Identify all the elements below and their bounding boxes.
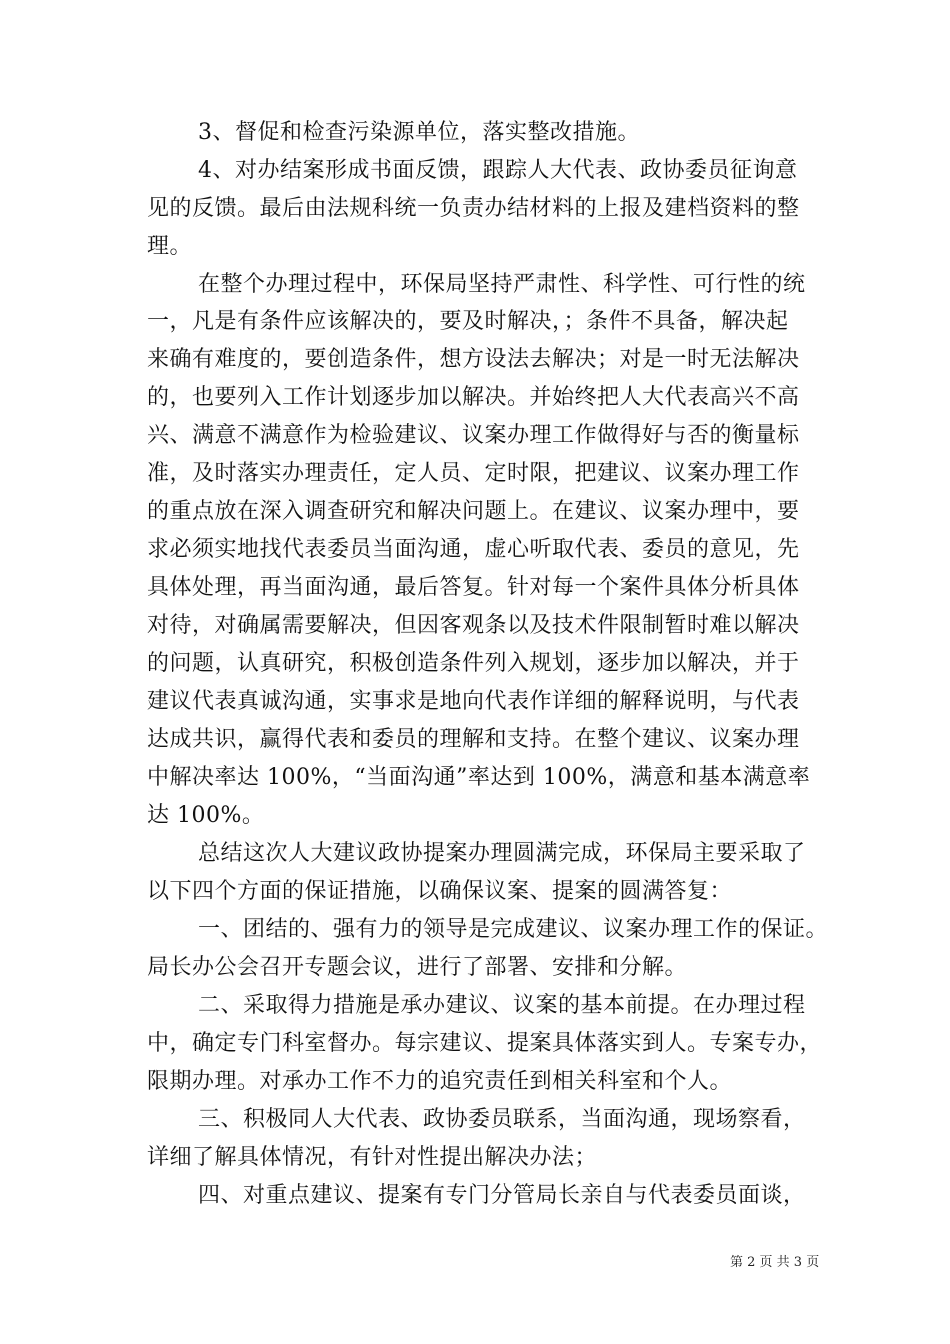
text-line: 总结这次人大建议政协提案办理圆满完成，环保局主要采取了 [198, 841, 806, 866]
text-line: 的，也要列入工作计划逐步加以解决。并始终把人大代表高兴不高 [147, 385, 800, 410]
text-line: 局长办公会召开专题会议，进行了部署、安排和分解。 [147, 955, 688, 980]
text-line: 对待，对确属需要解决，但因客观条以及技术件限制暂时难以解决 [147, 613, 800, 638]
text-line: 二、采取得力措施是承办建议、议案的基本前提。在办理过程 [198, 993, 806, 1018]
text-line: 来确有难度的，要创造条件，想方设法去解决；对是一时无法解决 [147, 347, 800, 372]
text-line: 中解决率达 100%，“当面沟通”率达到 100%，满意和基本满意率 [147, 765, 811, 790]
text-line: 中，确定专门科室督办。每宗建议、提案具体落实到人。专案专办， [147, 1031, 823, 1056]
text-line: 理。 [147, 234, 193, 259]
page-number: 第 2 页 共 3 页 [730, 1255, 820, 1270]
text-line: 在整个办理过程中，环保局坚持严肃性、科学性、可行性的统 [198, 272, 806, 297]
text-line: 3、督促和检查污染源单位，落实整改措施。 [198, 120, 640, 145]
text-line: 求必须实地找代表委员当面沟通，虚心听取代表、委员的意见，先 [147, 537, 800, 562]
text-line: 兴、满意不满意作为检验建议、议案办理工作做得好与否的衡量标 [147, 423, 800, 448]
text-line: 达 100%。 [147, 803, 265, 828]
text-line: 详细了解具体情况，有针对性提出解决办法； [147, 1145, 598, 1170]
text-line: 以下四个方面的保证措施，以确保议案、提案的圆满答复： [147, 879, 733, 904]
text-line: 见的反馈。最后由法规科统一负责办结材料的上报及建档资料的整 [147, 196, 800, 221]
text-line: 的问题，认真研究，积极创造条件列入规划，逐步加以解决，并于 [147, 651, 800, 676]
text-line: 限期办理。对承办工作不力的追究责任到相关科室和个人。 [147, 1069, 733, 1094]
text-line: 建议代表真诚沟通，实事求是地向代表作详细的解释说明，与代表 [147, 689, 800, 714]
text-line: 一，凡是有条件应该解决的，要及时解决，；条件不具备，解决起 [147, 309, 789, 334]
text-line: 三、积极同人大代表、政协委员联系，当面沟通，现场察看， [198, 1107, 806, 1132]
text-line: 准，及时落实办理责任，定人员、定时限，把建议、议案办理工作 [147, 461, 800, 486]
text-line: 达成共识，赢得代表和委员的理解和支持。在整个建议、议案办理 [147, 727, 800, 752]
text-line: 的重点放在深入调查研究和解决问题上。在建议、议案办理中，要 [147, 499, 800, 524]
text-line: 一、团结的、强有力的领导是完成建议、议案办理工作的保证。 [198, 917, 829, 942]
text-line: 4、对办结案形成书面反馈，跟踪人大代表、政协委员征询意 [198, 158, 798, 183]
text-line: 具体处理，再当面沟通，最后答复。针对每一个案件具体分析具体 [147, 575, 800, 600]
text-line: 四、对重点建议、提案有专门分管局长亲自与代表委员面谈， [198, 1183, 806, 1208]
